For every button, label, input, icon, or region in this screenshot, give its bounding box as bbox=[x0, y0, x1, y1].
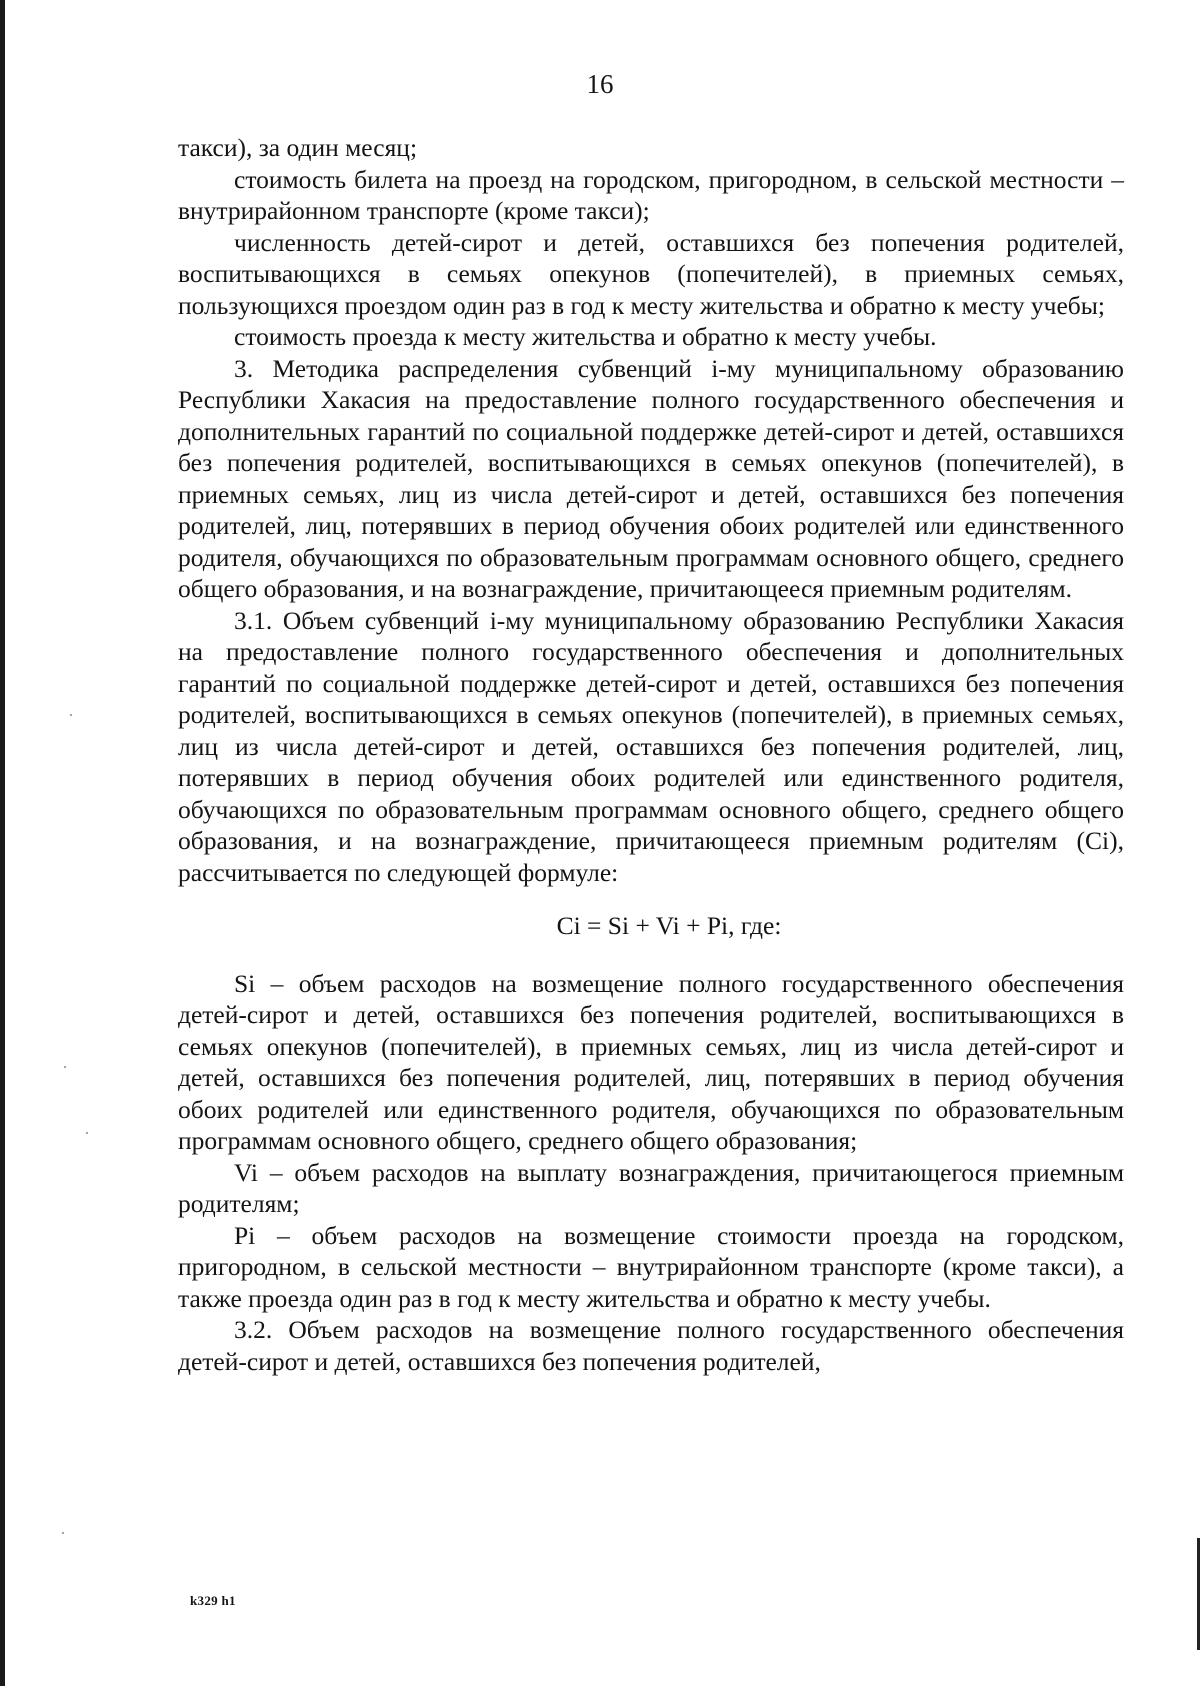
scan-speck bbox=[70, 714, 72, 716]
paragraph-children-count: численность детей-сирот и детей, оставшихся без попечения родителей, воспитывающихся в семьях опекунов (попечителей), в приемных семьях, пользующихся проездом один раз в год к месту жительства и обратно к месту учебы; bbox=[178, 227, 1124, 320]
scan-left-border bbox=[0, 0, 5, 1686]
paragraph-ticket-cost: стоимость билета на проезд на городском, пригородном, в сельской местности – внутрирайонном транспорте (кроме такси); bbox=[178, 164, 1124, 225]
scan-speck bbox=[86, 1132, 88, 1134]
page-number: 16 bbox=[586, 69, 614, 99]
section-3-2-paragraph: 3.2. Объем расходов на возмещение полного государственного обеспечения детей-сирот и детей, оставшихся без попечения родителей, bbox=[178, 1315, 1124, 1376]
scan-speck bbox=[64, 1066, 66, 1068]
paragraph-travel-cost: стоимость проезда к месту жительства и обратно к месту учебы. bbox=[234, 322, 937, 351]
document-body bbox=[178, 132, 1124, 1377]
paragraph-continuation: такси), за один месяц; bbox=[178, 133, 418, 162]
definition-si: Si – объем расходов на возмещение полного государственного обеспечения детей-сирот и детей, оставшихся без попечения родителей, воспитывающихся в семьях опекунов (попечителей), в приемных семьях, лиц из числа детей-сирот и детей, оставшихся без попечения родителей, лиц, потерявших в период обучения обоих родителей или единственного родителя, обучающихся по образовательным программам основного общего, среднего общего образования; bbox=[178, 968, 1124, 1155]
footer-document-code: k329 h1 bbox=[190, 1593, 236, 1608]
definition-pi: Pi – объем расходов на возмещение стоимости проезда на городском, пригородном, в сельской местности – внутрирайонном транспорте (кроме такси), а также проезда один раз в год к месту жительства и обратно к месту учебы. bbox=[178, 1220, 1124, 1313]
definition-vi: Vi – объем расходов на выплату вознаграждения, причитающегося приемным родителям; bbox=[178, 1157, 1124, 1218]
section-3-heading: 3. Методика распределения субвенций i-му муниципальному образованию Республики Хакасия на предоставление полного государственного обеспечения и дополнительных гарантий по социальной поддержке детей-сирот и детей, оставшихся без попечения родителей, воспитывающихся в семьях опекунов (попечителей), в приемных семьях, лиц из числа детей-сирот и детей, оставшихся без попечения родителей, лиц, потерявших в период обучения обоих родителей или единственного родителя, обучающихся по образовательным программам основного общего, среднего общего образования, и на вознаграждение, причитающееся приемным родителям. bbox=[178, 353, 1124, 603]
section-3-1-paragraph: 3.1. Объем субвенций i-му муниципальному образованию Республики Хакасия на предоставление полного государственного обеспечения и дополнительных гарантий по социальной поддержке детей-сирот и детей, оставшихся без попечения родителей, воспитывающихся в семьях опекунов (попечителей), в приемных семьях, лиц из числа детей-сирот и детей, оставшихся без попечения родителей, лиц, потерявших в период обучения обоих родителей или единственного родителя, обучающихся по образовательным программам основного общего, среднего общего образования, и на вознаграждение, причитающееся приемным родителям (Ci), рассчитывается по следующей формуле: bbox=[178, 605, 1124, 887]
scan-speck bbox=[62, 1532, 64, 1534]
formula: Ci = Si + Vi + Pi, где: bbox=[556, 911, 782, 940]
